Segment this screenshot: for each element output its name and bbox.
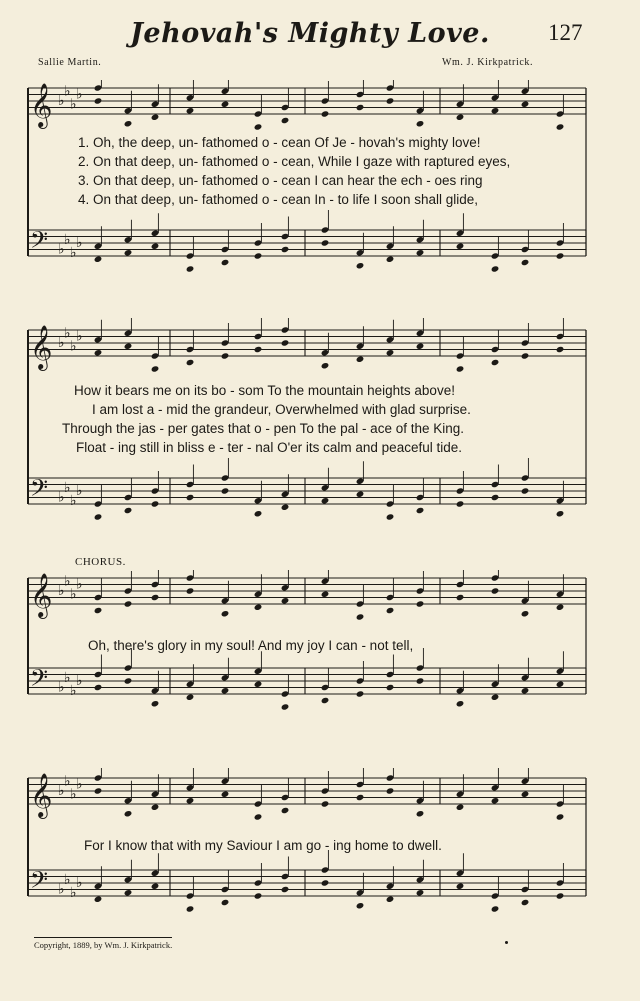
note-head: [386, 607, 395, 614]
verse-3-line-1: 3. On that deep, un- fathomed o - cean I can hear the ech - oes ring: [78, 173, 483, 188]
note-head: [124, 677, 133, 684]
note-head: [254, 813, 263, 820]
bass-clef-icon: 𝄢: [30, 474, 49, 507]
note-head: [521, 791, 530, 798]
note-head: [186, 107, 195, 114]
note-head: [94, 513, 103, 520]
note-head: [94, 607, 103, 614]
flat-sign-icon: ♭: [76, 86, 83, 103]
note-head: [186, 694, 195, 701]
note-head: [124, 810, 133, 817]
chorus-block-2: [84, 838, 604, 857]
note-head: [356, 262, 365, 269]
flat-sign-icon: ♭: [70, 244, 77, 261]
note-head: [386, 256, 395, 263]
note-head: [556, 252, 565, 259]
note-head: [416, 600, 425, 607]
flat-sign-icon: ♭: [70, 586, 77, 603]
flat-sign-icon: ♭: [58, 93, 65, 109]
note-head: [416, 507, 425, 514]
note-head: [254, 681, 263, 688]
note-head: [254, 252, 263, 259]
flat-sign-icon: ♭: [70, 682, 77, 699]
flat-sign-icon: ♭: [58, 881, 65, 898]
treble-clef-icon: 𝄞: [30, 573, 53, 617]
note-head: [281, 703, 290, 710]
note-head: [356, 491, 365, 498]
note-head: [94, 787, 103, 794]
note-head: [281, 597, 290, 604]
note-head: [456, 500, 465, 507]
note-head: [94, 97, 103, 104]
flat-sign-icon: ♭: [58, 335, 65, 351]
note-head: [416, 810, 425, 817]
note-head: [456, 883, 465, 890]
note-head: [94, 349, 103, 356]
note-head: [386, 684, 395, 691]
note-head: [221, 352, 230, 359]
flat-sign-icon: ♭: [70, 96, 77, 113]
note-head: [151, 883, 160, 890]
note-head: [456, 700, 465, 707]
note-head: [491, 494, 500, 501]
note-head: [356, 902, 365, 909]
note-head: [151, 114, 160, 121]
note-head: [151, 500, 160, 507]
verse-3-line-2: Through the jas - per gates that o - pen To the pal - ace of the King.: [62, 421, 465, 436]
note-head: [186, 359, 195, 366]
note-head: [386, 787, 395, 794]
note-head: [456, 594, 465, 601]
treble-clef-icon: 𝄞: [30, 773, 53, 817]
flat-sign-icon: ♭: [76, 673, 83, 689]
note-head: [416, 120, 425, 127]
flat-sign-icon: ♭: [70, 786, 77, 803]
flat-sign-icon: ♭: [76, 483, 83, 499]
note-head: [221, 687, 230, 694]
flat-sign-icon: ♭: [64, 231, 71, 248]
verse-2-line-2: I am lost a - mid the grandeur, Overwhelmed with glad surprise.: [92, 402, 471, 417]
flat-sign-icon: ♭: [70, 884, 77, 901]
note-head: [416, 343, 425, 350]
note-head: [254, 604, 263, 611]
flat-sign-icon: ♭: [76, 776, 83, 793]
flat-sign-icon: ♭: [58, 241, 65, 258]
note-head: [186, 797, 195, 804]
note-head: [221, 899, 230, 906]
note-head: [94, 256, 103, 263]
note-head: [556, 813, 565, 820]
note-head: [221, 101, 230, 108]
bass-clef-icon: 𝄢: [30, 664, 49, 697]
note-head: [321, 800, 330, 807]
copyright-notice: Copyright, 1889, by Wm. J. Kirkpatrick.: [34, 937, 172, 950]
note-head: [151, 804, 160, 811]
note-head: [416, 249, 425, 256]
verse-1-line-1: 1. Oh, the deep, un- fathomed o - cean Of Je - hovah's mighty love!: [78, 135, 481, 150]
note-head: [356, 794, 365, 801]
note-head: [151, 594, 160, 601]
note-head: [491, 905, 500, 912]
note-head: [416, 677, 425, 684]
chorus-block-1: [88, 638, 608, 657]
note-head: [521, 101, 530, 108]
flat-sign-icon: ♭: [58, 489, 65, 506]
flat-sign-icon: ♭: [76, 235, 83, 251]
note-head: [491, 694, 500, 701]
flat-sign-icon: ♭: [70, 492, 77, 509]
note-head: [321, 879, 330, 886]
note-head: [386, 97, 395, 104]
printer-mark: [505, 941, 508, 944]
note-head: [124, 507, 133, 514]
note-head: [186, 587, 195, 594]
note-head: [456, 365, 465, 372]
flat-sign-icon: ♭: [64, 325, 71, 342]
note-head: [281, 117, 290, 124]
note-head: [221, 259, 230, 266]
chorus-line-2: For I know that with my Saviour I am go - ing home to dwell.: [84, 838, 442, 853]
flat-sign-icon: ♭: [70, 338, 77, 355]
note-head: [386, 513, 395, 520]
verse-block-2: [62, 383, 622, 459]
bass-clef-icon: 𝄢: [30, 866, 49, 899]
note-head: [254, 892, 263, 899]
note-head: [151, 700, 160, 707]
note-head: [521, 610, 530, 617]
note-head: [94, 896, 103, 903]
flat-sign-icon: ♭: [76, 328, 83, 345]
note-head: [221, 487, 230, 494]
bass-clef-icon: 𝄢: [30, 226, 49, 259]
note-head: [491, 107, 500, 114]
note-head: [491, 797, 500, 804]
note-head: [556, 123, 565, 130]
flat-sign-icon: ♭: [58, 783, 65, 799]
note-head: [124, 889, 133, 896]
note-head: [281, 886, 290, 893]
verse-2-line-1: 2. On that deep, un- fathomed o - cean, While I gaze with raptured eyes,: [78, 154, 511, 169]
treble-clef-icon: 𝄞: [30, 325, 53, 369]
page-number: 127: [548, 20, 583, 45]
hymn-title: Jehovah's Mighty Love.: [130, 18, 490, 49]
note-head: [151, 243, 160, 250]
flat-sign-icon: ♭: [64, 773, 71, 790]
flat-sign-icon: ♭: [64, 83, 71, 100]
verse-1-line-2: How it bears me on its bo - som To the mountain heights above!: [74, 383, 455, 398]
note-head: [491, 587, 500, 594]
note-head: [521, 259, 530, 266]
flat-sign-icon: ♭: [64, 479, 71, 496]
note-head: [521, 687, 530, 694]
note-head: [281, 807, 290, 814]
flat-sign-icon: ♭: [76, 875, 83, 891]
note-head: [321, 497, 330, 504]
note-head: [221, 791, 230, 798]
verse-block-1: [78, 135, 618, 211]
note-head: [254, 510, 263, 517]
note-head: [386, 349, 395, 356]
composer-credit: Wm. J. Kirkpatrick.: [442, 57, 534, 68]
flat-sign-icon: ♭: [64, 669, 71, 686]
note-head: [186, 494, 195, 501]
note-head: [321, 697, 330, 704]
chorus-label: CHORUS.: [75, 556, 126, 568]
note-head: [281, 339, 290, 346]
note-head: [281, 246, 290, 253]
note-head: [521, 352, 530, 359]
note-head: [124, 343, 133, 350]
note-head: [321, 110, 330, 117]
note-head: [356, 690, 365, 697]
note-head: [356, 104, 365, 111]
flat-sign-icon: ♭: [76, 576, 83, 593]
note-head: [556, 604, 565, 611]
note-head: [356, 613, 365, 620]
note-head: [254, 346, 263, 353]
note-head: [124, 600, 133, 607]
note-head: [321, 362, 330, 369]
verse-4-line-2: Float - ing still in bliss e - ter - nal O'er its calm and peaceful tide.: [76, 440, 462, 455]
note-head: [556, 510, 565, 517]
note-head: [521, 899, 530, 906]
note-head: [94, 684, 103, 691]
flat-sign-icon: ♭: [64, 573, 71, 590]
flat-sign-icon: ♭: [58, 679, 65, 696]
note-head: [186, 265, 195, 272]
note-head: [124, 120, 133, 127]
note-head: [356, 356, 365, 363]
note-head: [186, 905, 195, 912]
note-head: [124, 249, 133, 256]
chorus-line-1: Oh, there's glory in my soul! And my joy I can - not tell,: [88, 638, 414, 653]
note-head: [321, 591, 330, 598]
note-head: [151, 365, 160, 372]
note-head: [456, 243, 465, 250]
note-head: [221, 610, 230, 617]
verse-4-line-1: 4. On that deep, un- fathomed o - cean In - to life I soon shall glide,: [78, 192, 478, 207]
note-head: [416, 889, 425, 896]
note-head: [521, 487, 530, 494]
note-head: [281, 504, 290, 511]
note-head: [456, 804, 465, 811]
note-head: [386, 896, 395, 903]
note-head: [321, 239, 330, 246]
note-head: [491, 265, 500, 272]
flat-sign-icon: ♭: [58, 583, 65, 599]
note-head: [556, 681, 565, 688]
note-head: [491, 359, 500, 366]
lyricist-credit: Sallie Martin.: [38, 57, 102, 68]
note-head: [556, 892, 565, 899]
flat-sign-icon: ♭: [64, 871, 71, 888]
note-head: [254, 123, 263, 130]
note-head: [456, 114, 465, 121]
note-head: [556, 346, 565, 353]
treble-clef-icon: 𝄞: [30, 83, 53, 127]
